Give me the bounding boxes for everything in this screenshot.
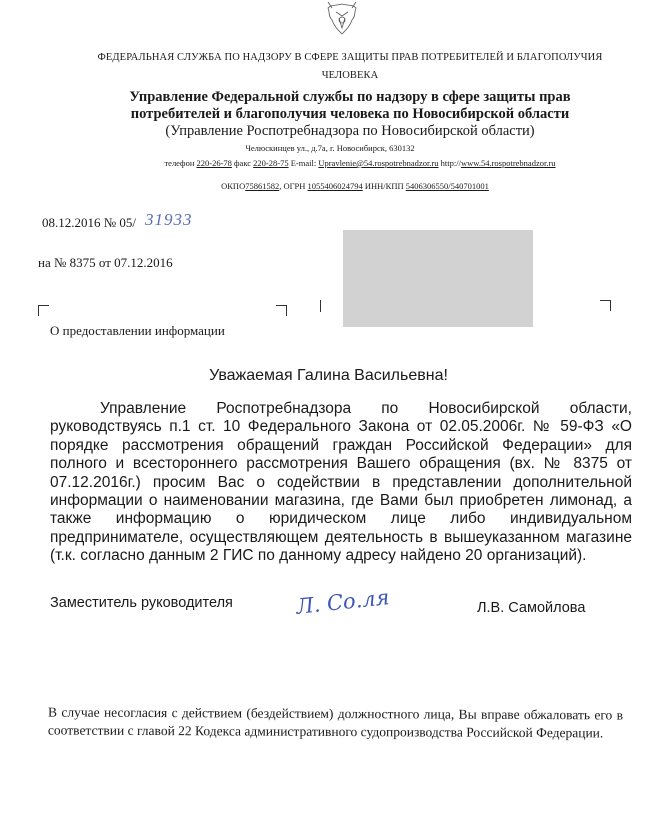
subject-line: О предоставлении информации bbox=[50, 323, 225, 338]
letter-body: Управление Роспотребнадзора по Новосибирской области, руководствуясь п.1 ст. 10 Федерального Закона от 02.05.2006г. № 59-ФЗ «О порядке рассмотрения обращений граждан Российской Федерации» для полного и всестороннего рассмотрения Вашего обращения (вх. № 8375 от 07.12.2016г.) просим Вас о содействии в представлении дополнительной информации о наименовании магазина, где Вами был приобретен лимонад, а также информацию о юридическом лице либо индивидуальном предпринимателе, осуществляющем деятельность в вышеуказанном магазине (т.к. согласно данным 2 ГИС по данному адресу найдено 20 организаций). bbox=[50, 400, 632, 565]
fax-value: 220-28-75 bbox=[253, 158, 289, 168]
address: Челюскинцев ул., д.7а, г. Новосибирск, 630132 bbox=[245, 143, 415, 153]
department-short-name: (Управление Роспотребнадзора по Новосибирской области) bbox=[165, 123, 535, 139]
signer-title: Заместитель руководителя bbox=[50, 595, 233, 611]
okpo-label: ОКПО bbox=[221, 181, 246, 191]
corner-mark-left bbox=[38, 305, 49, 316]
outgoing-number: 08.12.2016 № 05/ bbox=[42, 215, 137, 230]
email-label: E-mail: bbox=[290, 158, 317, 168]
okpo-value: 75861582 bbox=[245, 181, 280, 191]
email-link[interactable]: Upravlenie@54.rospotrebnadzor.ru bbox=[318, 158, 439, 168]
contacts-line bbox=[100, 158, 620, 168]
ogrn-label: , ОГРН bbox=[279, 181, 306, 191]
web-link[interactable]: www.54.rospotrebnadzor.ru bbox=[460, 158, 556, 168]
phone-label: телефон bbox=[164, 158, 195, 168]
agency-name: ФЕДЕРАЛЬНАЯ СЛУЖБА ПО НАДЗОРУ В СФЕРЕ ЗАЩИТЫ ПРАВ ПОТРЕБИТЕЛЕЙ И БЛАГОПОЛУЧИЯ ЧЕЛОВЕКА bbox=[97, 52, 603, 81]
web-label: http:// bbox=[440, 158, 461, 168]
incoming-reference: на № 8375 от 07.12.2016 bbox=[38, 255, 173, 270]
phone-value: 220-26-78 bbox=[196, 158, 232, 168]
inn-label: ИНН/КПП bbox=[364, 181, 404, 191]
greeting: Уважаемая Галина Васильевна! bbox=[209, 367, 448, 384]
corner-mark-right bbox=[276, 305, 287, 316]
department-name: Управление Федеральной службы по надзору в сфере защиты прав потребителей и благополучия человека по Новосибирской области bbox=[129, 89, 571, 122]
inn-kpp-value: 5406306550/540701001 bbox=[405, 181, 489, 191]
corner-mark-far-left bbox=[320, 300, 331, 312]
fax-label: факс bbox=[234, 158, 252, 168]
signer-name: Л.В. Самойлова bbox=[477, 600, 586, 616]
corner-mark-far-right bbox=[600, 300, 611, 311]
ogrn-value: 1055406024794 bbox=[307, 181, 363, 191]
appeal-notice: В случае несогласия с действием (бездействием) должностного лица, Вы вправе обжаловать его в соответствии с главой 22 Кодекса административного судопроизводства Российской Федерации. bbox=[47, 704, 624, 740]
handwritten-signature: Л. Со.ля bbox=[295, 585, 391, 619]
coat-of-arms-emblem bbox=[322, 0, 362, 36]
registration-ids bbox=[120, 181, 590, 191]
redacted-addressee bbox=[343, 230, 533, 327]
handwritten-number: 31933 bbox=[145, 210, 193, 229]
